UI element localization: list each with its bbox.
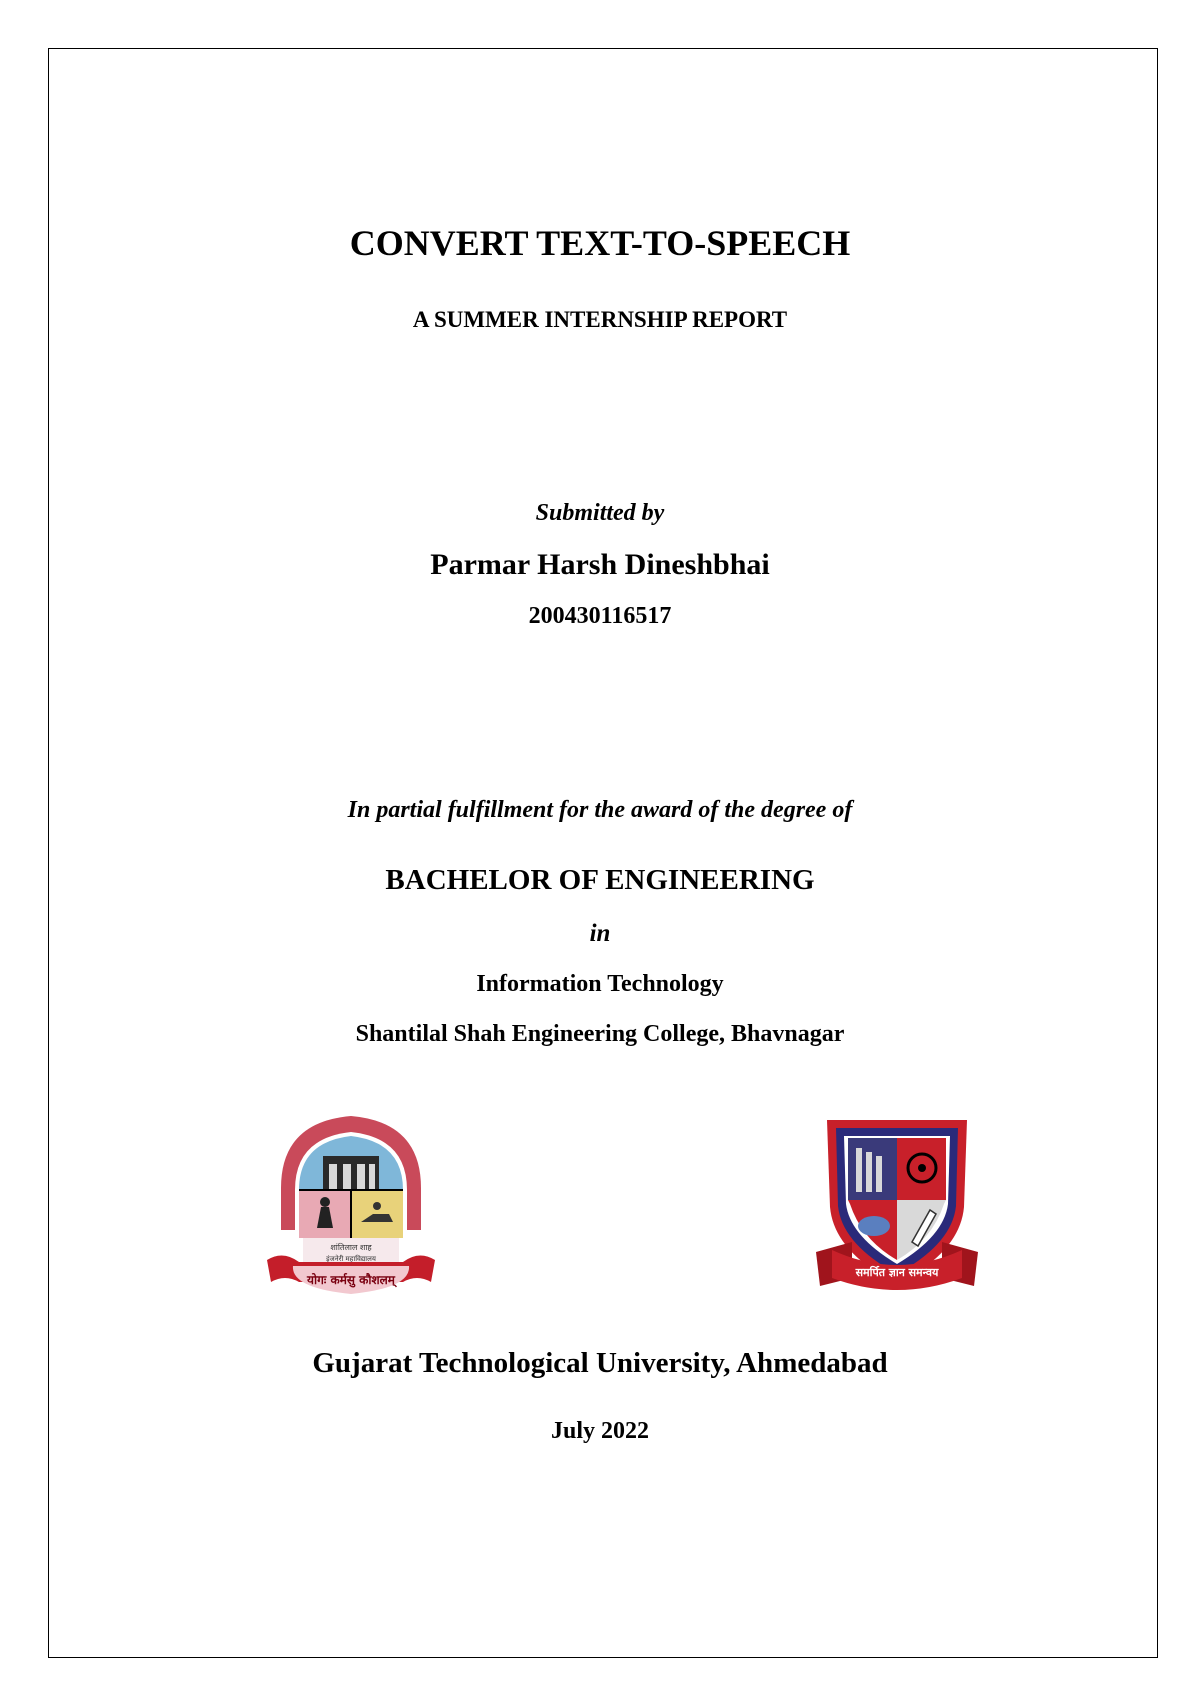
degree-name: BACHELOR OF ENGINEERING: [385, 864, 815, 896]
report-date: July 2022: [550, 1418, 649, 1444]
svg-text:समर्पित ज्ञान समन्वय: समर्पित ज्ञान समन्वय: [855, 1266, 939, 1279]
submitted-by-label: Submitted by: [535, 500, 665, 526]
report-title: CONVERT TEXT-TO-SPEECH: [349, 223, 851, 263]
svg-text:शांतिलाल शाह: शांतिलाल शाह: [330, 1243, 372, 1252]
page-border: [48, 48, 1158, 1658]
college-name: Shantilal Shah Engineering College, Bhavnagar: [355, 1021, 845, 1047]
gtu-shield-logo: [812, 1102, 982, 1302]
report-subtitle: A SUMMER INTERNSHIP REPORT: [412, 307, 788, 332]
college-emblem-logo: [263, 1110, 439, 1300]
branch-name: Information Technology: [476, 971, 724, 997]
in-text: in: [589, 920, 611, 947]
svg-text:योगः कर्मसु कौशलम्: योगः कर्मसु कौशलम्: [307, 1273, 395, 1287]
university-name: Gujarat Technological University, Ahmedabad: [312, 1347, 888, 1379]
svg-text:इंजनेरी महाविद्यालय: इंजनेरी महाविद्यालय: [326, 1255, 376, 1263]
enrollment-number: 200430116517: [528, 603, 672, 629]
fulfillment-text: In partial fulfillment for the award of the degree of: [347, 797, 853, 823]
student-name: Parmar Harsh Dineshbhai: [430, 548, 770, 581]
